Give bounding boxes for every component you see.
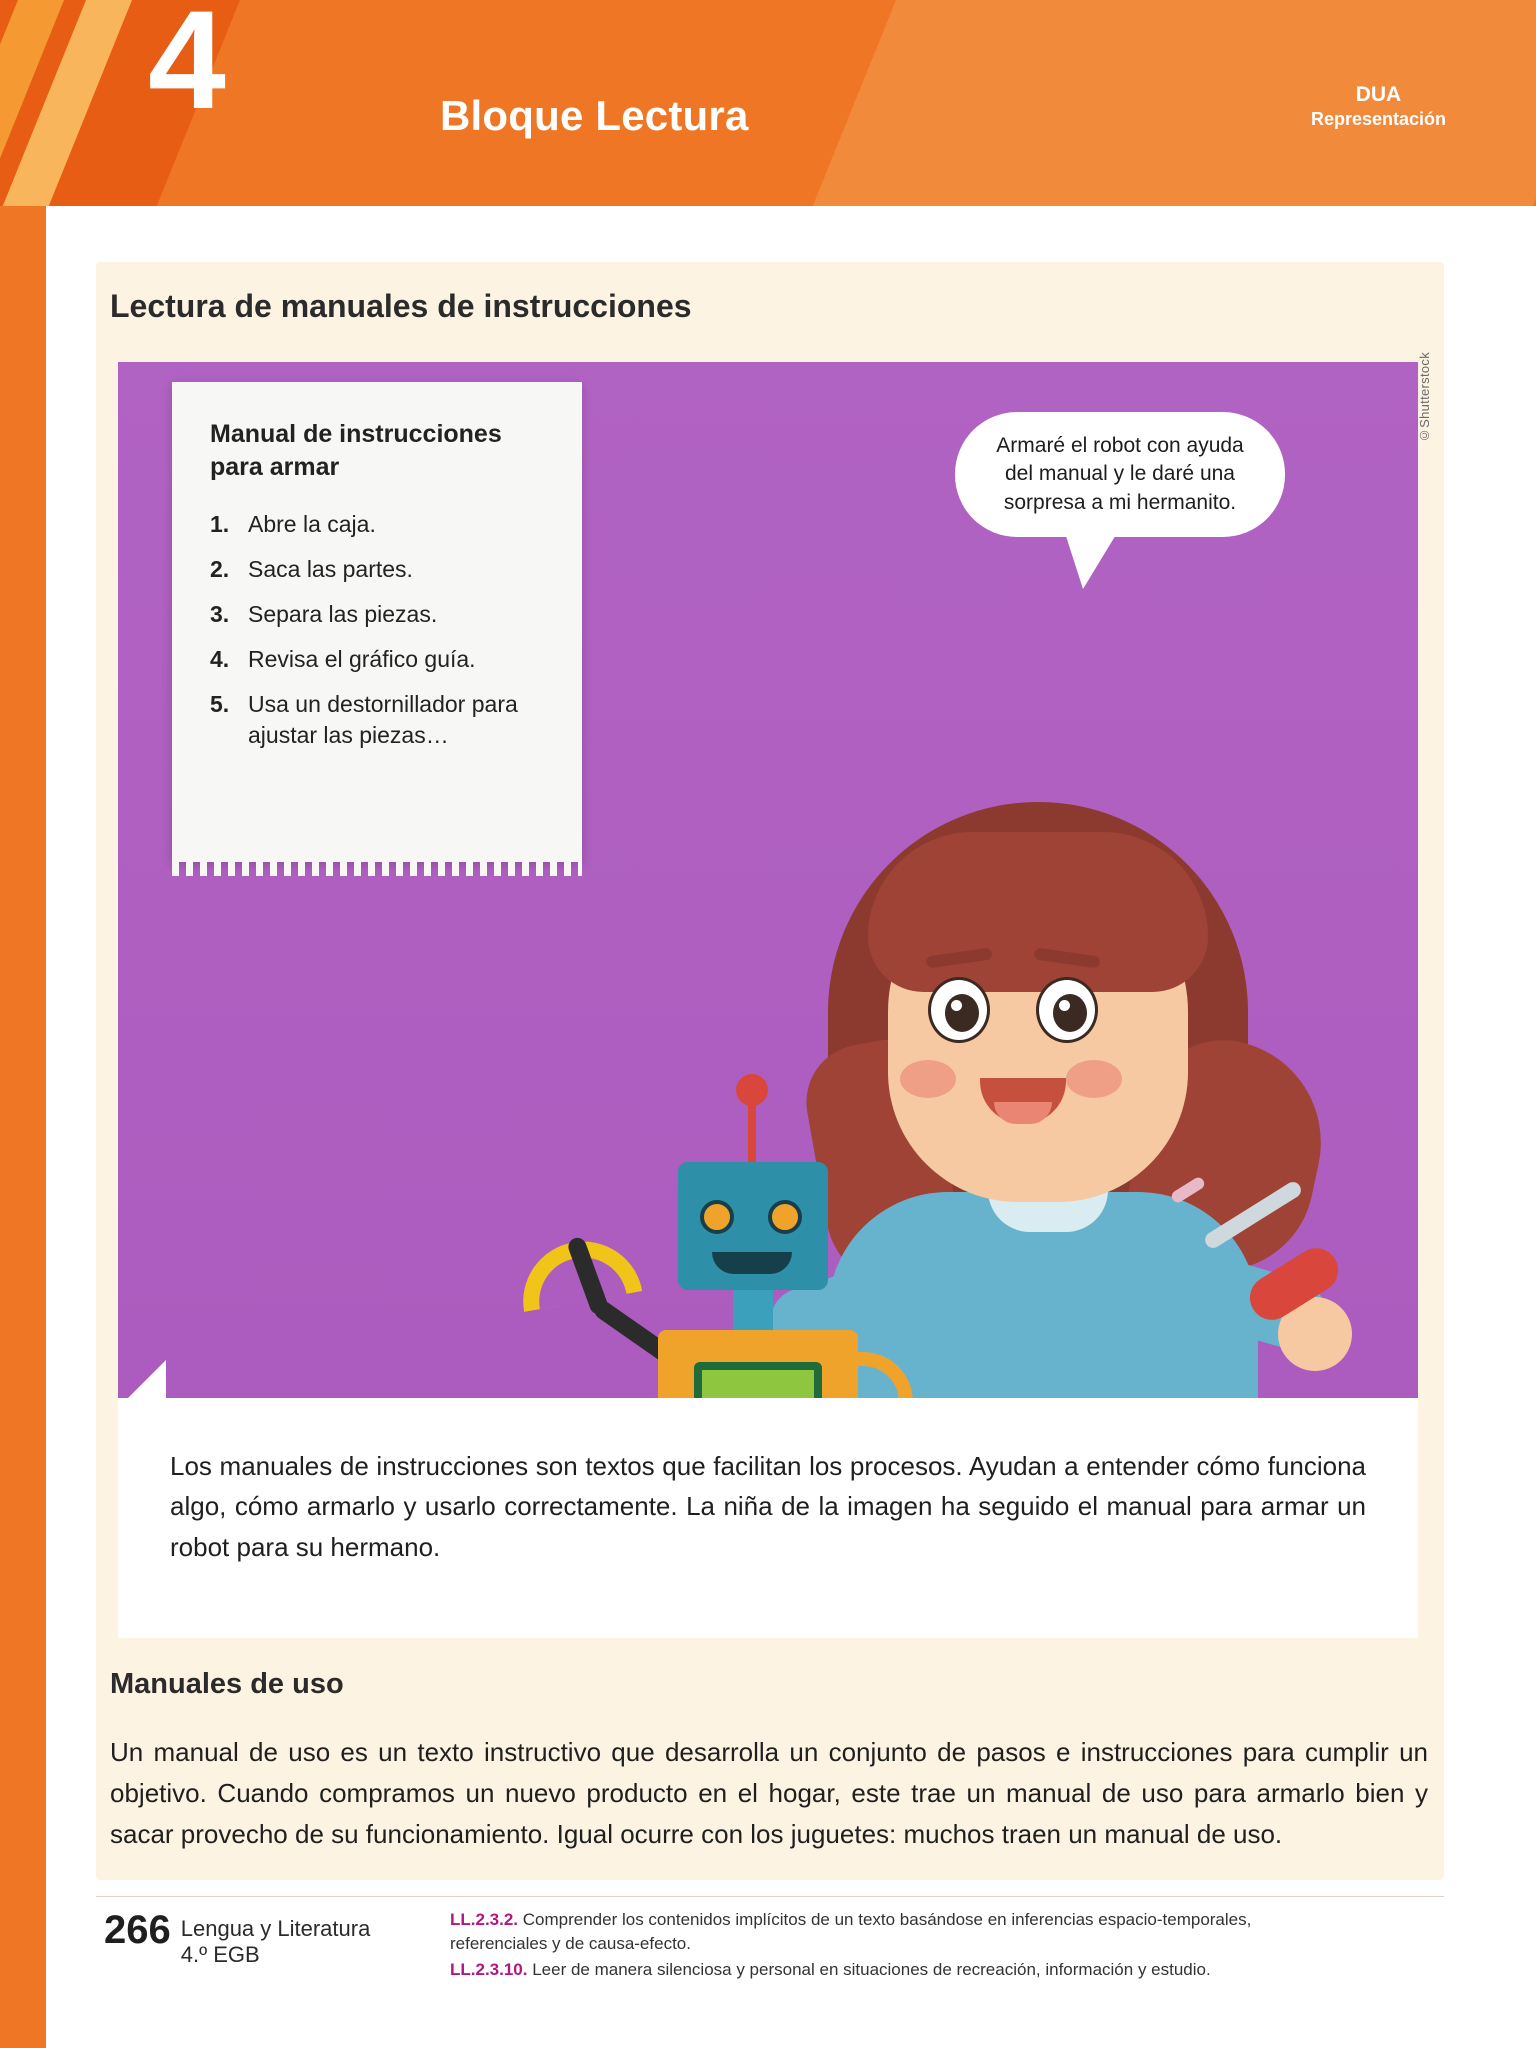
code-text: Leer de manera silenciosa y personal en situaciones de recreación, información y estudio.	[532, 1959, 1211, 1979]
step-text: Separa las piezas.	[248, 601, 438, 628]
dua-label: DUA	[1355, 83, 1402, 106]
manual-card-title: Manual de instrucciones para armar	[210, 420, 502, 481]
step-text: Usa un destornillador para ajustar las piezas…	[248, 691, 518, 749]
image-credit: ©Shutterstock	[1417, 352, 1432, 444]
left-accent-bar	[0, 206, 46, 2048]
page-title: Bloque Lectura	[440, 92, 749, 139]
speech-bubble	[955, 412, 1285, 537]
subsection-paragraph: Un manual de uso es un texto instructivo que desarrolla un conjunto de pasos e instrucciones para cumplir un objetivo. Cuando compramos un nuevo producto en el hogar, este trae un manual de uso para armarlo bien y sacar provecho de su funcionamiento. Igual ocurre con los juguetes: muchos traen un manual de uso.	[110, 1737, 1428, 1850]
step-number: 4.	[210, 646, 230, 673]
code-id: LL.2.3.2.	[450, 1910, 519, 1929]
eye-right	[1036, 977, 1098, 1043]
dua-sublabel: Representación	[1310, 109, 1446, 130]
code-row	[450, 1908, 1350, 1956]
intro-paragraph: Los manuales de instrucciones son textos que facilitan los procesos. Ayudan a entender cómo funciona algo, cómo armarlo y usarlo correctamente. La niña de la imagen ha seguido el manual para armar un robot para su hermano.	[170, 1451, 1366, 1562]
step-number: 2.	[210, 556, 230, 583]
step-text: Saca las partes.	[248, 556, 413, 583]
subject-line-1: Lengua y Literatura	[180, 1916, 371, 1941]
list-item	[210, 599, 540, 630]
pupil-left	[945, 994, 979, 1032]
robot-neck	[733, 1290, 773, 1330]
robot-eye-right	[768, 1200, 802, 1234]
dua-badge	[1311, 82, 1446, 131]
list-item	[210, 689, 540, 751]
robot-antenna	[748, 1097, 756, 1167]
instruction-manual-card	[172, 382, 582, 862]
code-id: LL.2.3.10.	[450, 1959, 528, 1979]
manual-steps-list	[210, 509, 582, 751]
block-number: 4	[148, 0, 226, 138]
subsection-title: Manuales de uso	[110, 1668, 344, 1700]
robot-mouth	[712, 1252, 792, 1274]
footer-divider	[96, 1896, 1444, 1897]
subject-line-2: 4.º EGB	[180, 1942, 260, 1968]
code-text: Comprender los contenidos implícitos de un texto basándose en inferencias espacio-temporales, referenciales y de causa-efecto.	[450, 1910, 1252, 1953]
page-number: 266	[104, 1908, 171, 1952]
list-item	[210, 509, 540, 540]
subject-label	[181, 1908, 371, 1969]
page-header	[0, 0, 1536, 206]
step-number: 3.	[210, 601, 230, 628]
cheek-left	[900, 1060, 956, 1098]
robot-head	[678, 1162, 828, 1290]
eye-left	[928, 977, 990, 1043]
page-footer	[104, 1908, 370, 1969]
section-title: Lectura de manuales de instrucciones	[110, 288, 692, 324]
curriculum-codes	[450, 1908, 1350, 1983]
intro-text-box	[118, 1398, 1418, 1638]
step-number: 5.	[210, 691, 230, 718]
code-row	[450, 1958, 1350, 1982]
robot-eye-left	[700, 1200, 734, 1234]
girl-fringe	[868, 832, 1208, 992]
cheek-right	[1066, 1060, 1122, 1098]
pupil-right	[1053, 994, 1087, 1032]
speech-bubble-text: Armaré el robot con ayuda del manual y le daré una sorpresa a mi hermanito.	[996, 433, 1244, 514]
list-item	[210, 644, 540, 675]
step-text: Revisa el gráfico guía.	[248, 646, 476, 673]
step-text: Abre la caja.	[248, 511, 376, 537]
robot-screen	[694, 1362, 822, 1398]
list-item	[210, 554, 540, 585]
step-number: 1.	[210, 511, 230, 537]
girl-figure-icon	[808, 792, 1328, 1398]
